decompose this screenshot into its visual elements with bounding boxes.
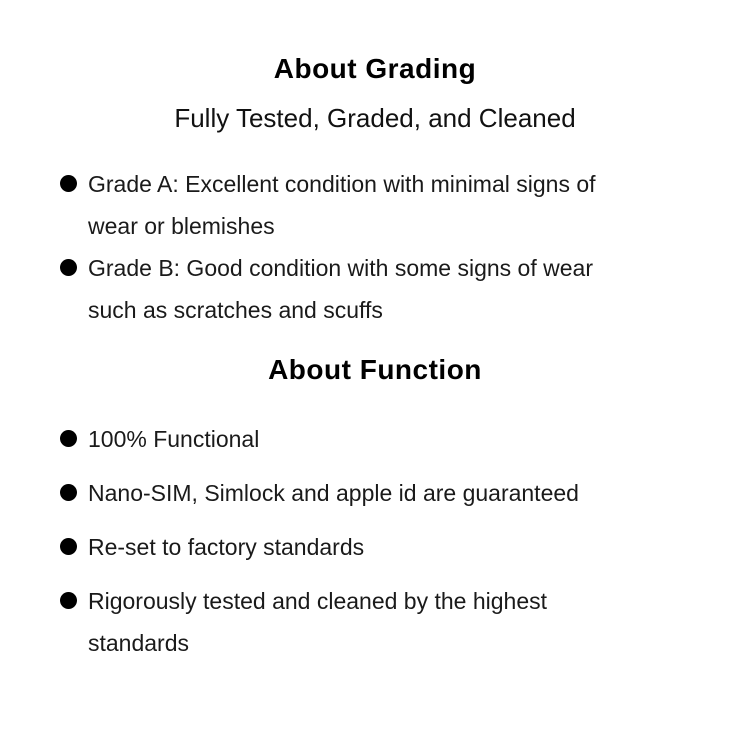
grading-list-item xyxy=(60,163,750,247)
function-list-item-text: 100% Functional xyxy=(88,426,260,452)
bullet-icon xyxy=(60,175,77,192)
grading-list-item-text: Grade B: Good condition with some signs of wear such as scratches and scuffs xyxy=(88,255,593,323)
function-list-item-text: Rigorously tested and cleaned by the highest standards xyxy=(88,588,548,656)
bullet-icon xyxy=(60,484,77,501)
grading-section-title: About Grading xyxy=(273,53,477,84)
function-list-item-text: Nano-SIM, Simlock and apple id are guaranteed xyxy=(88,480,579,506)
grading-section-subtitle: Fully Tested, Graded, and Cleaned xyxy=(174,103,576,133)
bullet-icon xyxy=(60,538,77,555)
function-section-title: About Function xyxy=(268,354,482,385)
grading-list xyxy=(0,163,750,331)
bullet-icon xyxy=(60,430,77,447)
function-list-item xyxy=(60,580,750,664)
function-list-item xyxy=(60,418,750,460)
function-list-item xyxy=(60,472,750,514)
bullet-icon xyxy=(60,259,77,276)
grading-list-item-text: Grade A: Excellent condition with minimal signs of wear or blemishes xyxy=(88,171,596,239)
function-list-item-text: Re-set to factory standards xyxy=(88,534,365,560)
function-list xyxy=(0,418,750,664)
grading-list-item xyxy=(60,247,750,331)
bullet-icon xyxy=(60,592,77,609)
function-list-item xyxy=(60,526,750,568)
